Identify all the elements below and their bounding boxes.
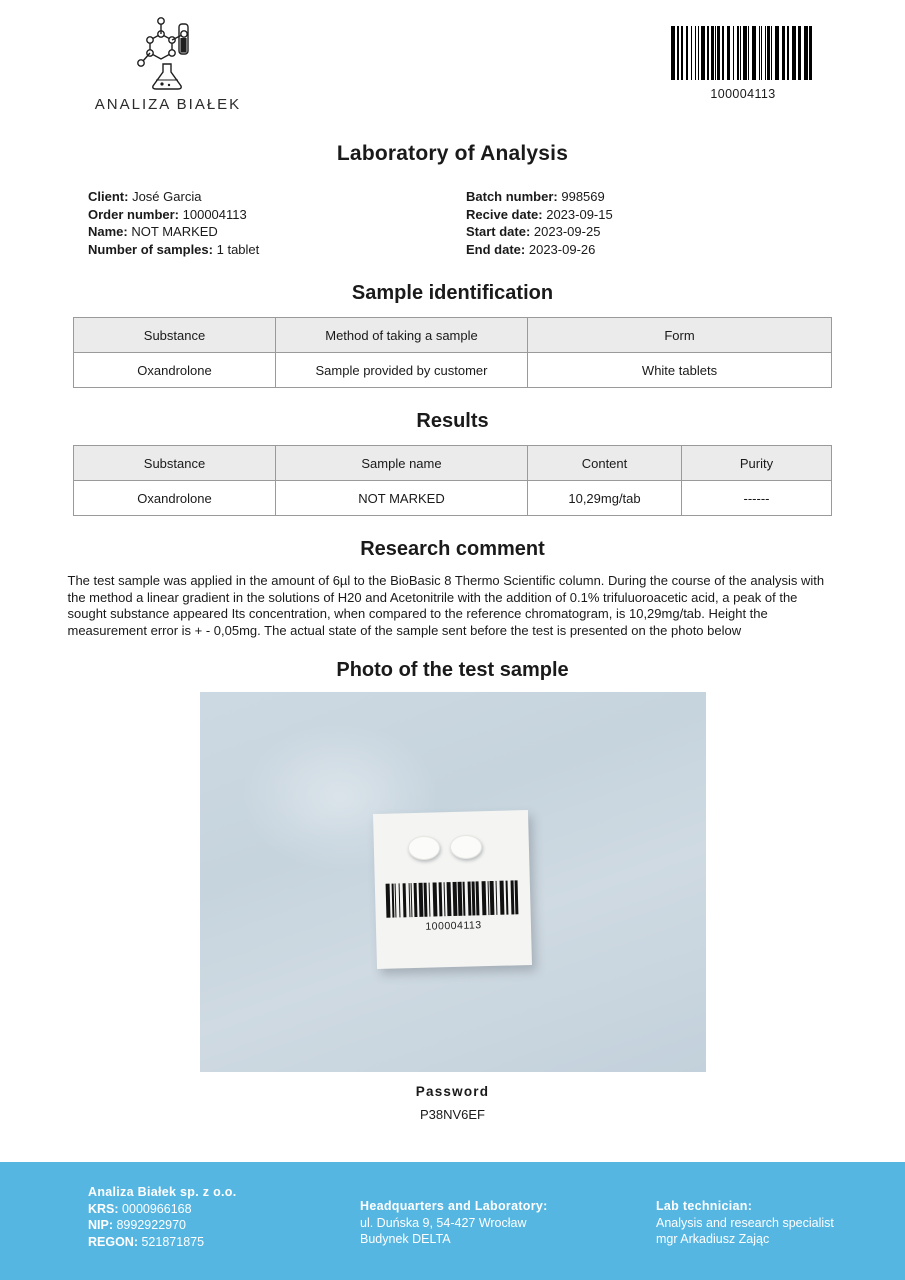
meta-row xyxy=(466,223,613,241)
sample-barcode-icon xyxy=(385,880,521,918)
meta-row xyxy=(466,241,613,259)
column-header: Form xyxy=(528,318,832,353)
order-barcode xyxy=(669,26,817,101)
footer-company xyxy=(88,1184,237,1250)
meta-row xyxy=(466,188,613,206)
barcode-icon xyxy=(669,26,817,80)
sample-photo xyxy=(200,692,706,1072)
barcode-number: 100004113 xyxy=(710,87,776,101)
column-header: Content xyxy=(528,446,682,481)
results-title: Results xyxy=(416,410,489,432)
document-footer xyxy=(0,1162,905,1280)
footer-label: KRS: xyxy=(88,1201,119,1216)
footer-headquarters-title: Headquarters and Laboratory: xyxy=(360,1199,548,1213)
research-comment-title: Research comment xyxy=(360,538,545,560)
meta-value: 100004113 xyxy=(182,206,247,222)
password-value: P38NV6EF xyxy=(419,1107,486,1122)
meta-label: Name: xyxy=(88,224,128,239)
logo-text: ANALIZA BIAŁEK xyxy=(94,96,242,113)
meta-row xyxy=(466,206,613,224)
meta-label: Start date: xyxy=(466,224,531,239)
document-header xyxy=(0,0,905,130)
meta-row xyxy=(88,241,259,259)
table-cell: White tablets xyxy=(528,353,832,388)
meta-row xyxy=(88,188,259,206)
meta-left-column xyxy=(88,188,259,258)
table-header-row xyxy=(74,446,832,481)
meta-value: 2023-09-25 xyxy=(533,224,601,239)
meta-label: Recive date: xyxy=(466,206,543,222)
footer-label: NIP: xyxy=(88,1218,113,1232)
meta-value: 2023-09-26 xyxy=(528,241,596,257)
table-header-row xyxy=(74,318,832,353)
photo-block xyxy=(200,692,706,1122)
table-row xyxy=(74,481,832,516)
footer-headquarters-line2: Budynek DELTA xyxy=(360,1232,451,1246)
footer-technician-title: Lab technician: xyxy=(656,1199,753,1213)
table-cell: 10,29mg/tab xyxy=(528,481,682,516)
meta-row xyxy=(88,206,259,224)
photo-title: Photo of the test sample xyxy=(336,659,569,681)
column-header: Purity xyxy=(682,446,832,481)
tablet-icon xyxy=(450,835,482,859)
company-logo xyxy=(88,14,248,113)
meta-value: José Garcia xyxy=(132,189,202,204)
footer-company-name: Analiza Białek sp. z o.o. xyxy=(88,1185,237,1199)
column-header: Substance xyxy=(74,446,276,481)
meta-value: 2023-09-15 xyxy=(546,206,613,222)
meta-row xyxy=(88,223,259,241)
footer-technician-line1: Analysis and research specialist xyxy=(656,1215,834,1230)
footer-technician-line2: mgr Arkadiusz Zając xyxy=(656,1232,770,1246)
footer-value: 8992922970 xyxy=(116,1218,187,1232)
results-table xyxy=(73,445,832,516)
meta-label: Number of samples: xyxy=(88,241,213,257)
meta-right-column xyxy=(466,188,613,258)
table-cell: Oxandrolone xyxy=(74,481,276,516)
footer-technician xyxy=(656,1198,834,1248)
footer-value: 0000966168 xyxy=(122,1201,192,1216)
meta-value: NOT MARKED xyxy=(131,224,218,239)
meta-label: Batch number: xyxy=(466,189,558,204)
meta-label: Client: xyxy=(88,189,129,204)
research-comment-text: The test sample was applied in the amount of 6µl to the BioBasic 8 Thermo Scientific column. During the course of the analysis with the method a linear gradient in the solutions of H20 and Acetonitrile with the addition of 0.1% trifuluoroacetic acid, a peak of the sought substance appeared Its concentration, when compared to the reference chromatogram, is 10,29mg/tab. Height the measurement error is + - 0,05mg. The actual state of the sample sent before the test is presented on the photo below xyxy=(67,573,825,638)
table-cell: NOT MARKED xyxy=(276,481,528,516)
footer-label: REGON: xyxy=(88,1234,138,1249)
sample-identification-table xyxy=(73,317,832,388)
column-header: Substance xyxy=(74,318,276,353)
meta-block xyxy=(0,188,905,260)
tablet-icon xyxy=(408,836,440,860)
table-cell: Oxandrolone xyxy=(74,353,276,388)
table-cell: ------ xyxy=(682,481,832,516)
sample-barcode-number: 100004113 xyxy=(424,919,482,933)
meta-label: Order number: xyxy=(88,206,180,222)
footer-headquarters-line1: ul. Duńska 9, 54-427 Wrocław xyxy=(360,1215,527,1230)
password-label: Password xyxy=(415,1084,490,1099)
table-row xyxy=(74,353,832,388)
footer-value: 521871875 xyxy=(141,1234,205,1249)
meta-value: 1 tablet xyxy=(216,241,260,257)
column-header: Method of taking a sample xyxy=(276,318,528,353)
footer-headquarters xyxy=(360,1198,548,1248)
molecule-flask-icon xyxy=(123,14,213,92)
table-cell: Sample provided by customer xyxy=(276,353,528,388)
page-title: Laboratory of Analysis xyxy=(336,142,569,165)
sample-identification-title: Sample identification xyxy=(351,282,554,304)
meta-label: End date: xyxy=(466,241,526,257)
meta-value: 998569 xyxy=(561,189,605,204)
column-header: Sample name xyxy=(276,446,528,481)
